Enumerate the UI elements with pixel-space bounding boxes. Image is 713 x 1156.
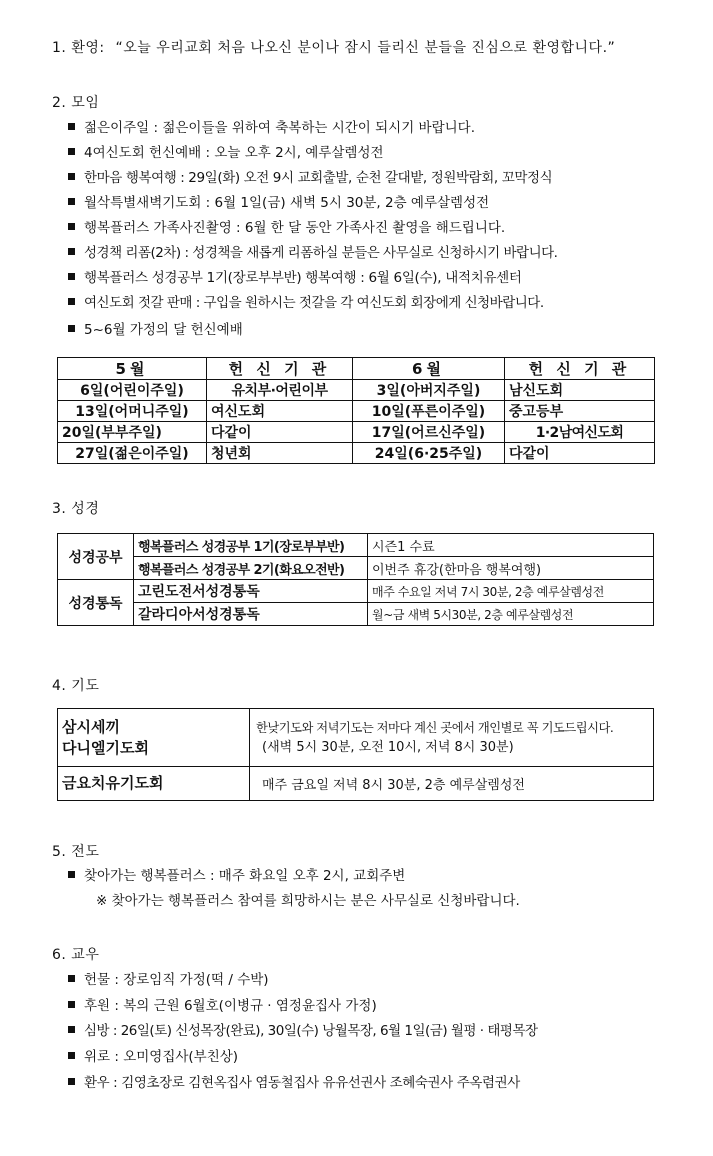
list-item — [68, 1047, 238, 1067]
table-header-row — [58, 358, 655, 380]
list-item — [68, 970, 269, 990]
bible-study-table — [57, 533, 654, 626]
bullet-icon — [68, 248, 75, 255]
list-item-text: 위로 : 오미영집사(부친상) — [84, 1049, 239, 1065]
prayer-name-line: 삼시세끼 — [62, 717, 120, 736]
prayer-name-line: 다니엘기도회 — [62, 738, 149, 757]
list-item — [68, 168, 552, 188]
list-item-text: 여신도회 젓갈 판매 : 구입을 원하시는 젓갈을 각 여신도회 회장에게 신청바랍니다. — [84, 295, 544, 311]
bullet-icon — [68, 1001, 75, 1008]
bullet-icon — [68, 223, 75, 230]
table-cell: 갈라디아서성경통독 — [134, 603, 368, 626]
bullet-icon — [68, 325, 75, 332]
list-item-text: 행복플러스 성경공부 1기(장로부부반) 행복여행 : 6월 6일(수), 내적치유센터 — [84, 270, 522, 286]
bullet-icon — [68, 1052, 75, 1059]
bible-reading-category: 성경통독 — [58, 580, 134, 626]
table-cell: 다같이 — [505, 443, 655, 464]
table-row — [58, 767, 654, 801]
list-item-text: 월삭특별새벽기도회 : 6월 1일(금) 새벽 5시 30분, 2층 예루살렘성전 — [84, 195, 490, 211]
list-item — [68, 118, 475, 138]
table-row — [58, 709, 654, 767]
prayer-table — [57, 708, 654, 801]
bullet-icon — [68, 1078, 75, 1085]
table-row — [58, 603, 654, 626]
list-item-text: 성경책 리폼(2차) : 성경책을 새롭게 리폼하실 분들은 사무실로 신청하시기 바랍니다. — [84, 245, 558, 261]
list-item-text: 심방 : 26일(토) 신성목장(완료), 30일(수) 낭월목장, 6월 1일(금) 월평 · 태평목장 — [84, 1023, 538, 1039]
table-cell: 남신도회 — [505, 380, 655, 401]
list-item-text: 젊은이주일 : 젊은이들을 위하여 축복하는 시간이 되시기 바랍니다. — [84, 120, 475, 136]
table-header-cell: 헌 신 기 관 — [207, 358, 353, 380]
list-item — [68, 866, 405, 886]
table-cell: 3일(아버지주일) — [353, 380, 505, 401]
table-cell: 27일(젊은이주일) — [58, 443, 207, 464]
table-row — [58, 380, 655, 401]
list-item — [68, 1073, 520, 1093]
list-item — [68, 218, 505, 238]
list-item-text: 4여신도회 헌신예배 : 오늘 오후 2시, 예루살렘성전 — [84, 145, 384, 161]
table-cell: 여신도회 — [207, 401, 353, 422]
section-heading-meetings: 2. 모임 — [52, 95, 100, 111]
bullet-icon — [68, 148, 75, 155]
list-item — [68, 243, 557, 263]
table-row — [58, 401, 655, 422]
prayer-desc-line: 한낮기도와 저녁기도는 저마다 계신 곳에서 개인별로 꼭 기도드립시다. — [256, 720, 614, 735]
table-header-cell: 5월 — [58, 358, 207, 380]
table-cell: 청년회 — [207, 443, 353, 464]
list-item — [68, 1021, 538, 1041]
table-cell: 중고등부 — [505, 401, 655, 422]
bullet-icon — [68, 975, 75, 982]
section-heading-members: 6. 교우 — [52, 947, 100, 963]
table-cell: 유치부·어린이부 — [207, 380, 353, 401]
table-cell: 매주 수요일 저녁 7시 30분, 2층 예루살렘성전 — [368, 580, 654, 603]
list-item-text: 5~6월 가정의 달 헌신예배 — [84, 322, 243, 338]
bullet-icon — [68, 273, 75, 280]
prayer-desc-line: (새벽 5시 30분, 오전 10시, 저녁 8시 30분) — [262, 739, 514, 755]
prayer-desc-cell — [250, 709, 654, 767]
offering-schedule-table — [57, 357, 655, 464]
prayer-name-cell — [58, 709, 250, 767]
evangelism-note: ※ 찾아가는 행복플러스 참여를 희망하시는 분은 사무실로 신청바랍니다. — [96, 893, 520, 909]
table-cell: 20일(부부주일) — [58, 422, 207, 443]
table-row — [58, 534, 654, 557]
table-cell: 17일(어르신주일) — [353, 422, 505, 443]
table-row — [58, 443, 655, 464]
bullet-icon — [68, 123, 75, 130]
table-cell: 행복플러스 성경공부 2기(화요오전반) — [134, 557, 368, 580]
table-cell: 1·2남여신도회 — [505, 422, 655, 443]
welcome-number: 1. — [52, 40, 67, 56]
list-item-text: 한마음 행복여행 : 29일(화) 오전 9시 교회출발, 순천 갈대밭, 정원박람회, 꼬막정식 — [84, 170, 553, 186]
welcome-text: “오늘 우리교회 처음 나오신 분이나 잠시 들리신 분들을 진심으로 환영합니다.” — [115, 40, 616, 56]
bullet-icon — [68, 871, 75, 878]
section-heading-prayer: 4. 기도 — [52, 678, 100, 694]
table-cell: 월~금 새벽 5시30분, 2층 예루살렘성전 — [368, 603, 654, 626]
table-cell: 10일(푸른이주일) — [353, 401, 505, 422]
prayer-name-cell: 금요치유기도회 — [58, 767, 250, 801]
list-item-text: 환우 : 김영초장로 김현옥집사 염동철집사 유유선권사 조혜숙권사 주옥렴권사 — [84, 1075, 520, 1091]
table-cell: 13일(어머니주일) — [58, 401, 207, 422]
table-cell: 다같이 — [207, 422, 353, 443]
table-cell: 행복플러스 성경공부 1기(장로부부반) — [134, 534, 368, 557]
bible-study-category: 성경공부 — [58, 534, 134, 580]
table-cell: 시즌1 수료 — [368, 534, 654, 557]
list-item — [68, 996, 377, 1016]
bullet-icon — [68, 173, 75, 180]
prayer-desc-cell: 매주 금요일 저녁 8시 30분, 2층 예루살렘성전 — [250, 767, 654, 801]
list-item-text: 후원 : 복의 근원 6월호(이병규 · 염정윤집사 가정) — [84, 998, 377, 1014]
section-heading-bible: 3. 성경 — [52, 501, 100, 517]
table-header-cell: 6월 — [353, 358, 505, 380]
list-item — [68, 320, 243, 340]
list-item — [68, 293, 544, 313]
welcome-line — [52, 38, 615, 58]
table-row — [58, 557, 654, 580]
list-item — [68, 268, 522, 288]
list-item — [68, 143, 384, 163]
section-heading-evangelism: 5. 전도 — [52, 844, 100, 860]
table-cell: 이번주 휴강(한마음 행복여행) — [368, 557, 654, 580]
table-cell: 고린도전서성경통독 — [134, 580, 368, 603]
list-item-text: 행복플러스 가족사진촬영 : 6월 한 달 동안 가족사진 촬영을 해드립니다. — [84, 220, 506, 236]
bullet-icon — [68, 198, 75, 205]
table-cell: 6일(어린이주일) — [58, 380, 207, 401]
table-row — [58, 580, 654, 603]
table-cell: 24일(6·25주일) — [353, 443, 505, 464]
list-item-text: 헌물 : 장로임직 가정(떡 / 수박) — [84, 972, 269, 988]
list-item — [68, 193, 489, 213]
list-item-text: 찾아가는 행복플러스 : 매주 화요일 오후 2시, 교회주변 — [84, 868, 406, 884]
table-header-cell: 헌 신 기 관 — [505, 358, 655, 380]
welcome-label: 환영: — [71, 40, 105, 56]
bullet-icon — [68, 1026, 75, 1033]
bullet-icon — [68, 298, 75, 305]
table-row — [58, 422, 655, 443]
